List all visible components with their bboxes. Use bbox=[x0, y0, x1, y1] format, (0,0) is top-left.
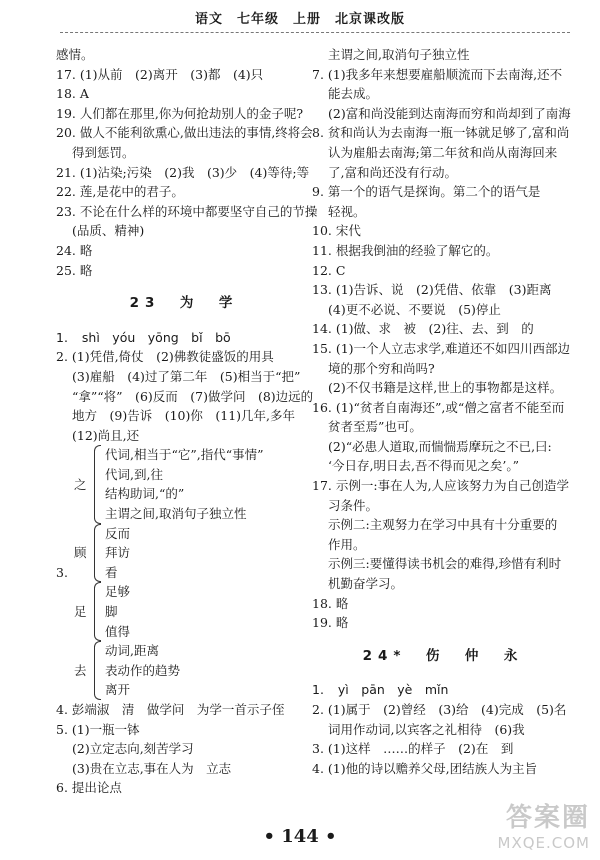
answer-line: 2. (1)属于 (2)曾经 (3)给 (4)完成 (5)名 bbox=[312, 702, 567, 717]
answers-block-4 bbox=[312, 45, 574, 633]
pinyin-line: 1. shì yóu yōng bǐ bō bbox=[56, 329, 231, 345]
answer-line: 地方 (9)告诉 (10)你 (11)几年,多年 bbox=[72, 408, 295, 424]
brace-label: 之 bbox=[74, 476, 87, 492]
brace-item: 足够 bbox=[105, 584, 131, 600]
brace-item: 结构助词,“的” bbox=[105, 486, 185, 502]
answer-line: (4)更不必说、不要说 (5)停止 bbox=[328, 301, 501, 317]
answer-line: (2)立定志向,刻苦学习 bbox=[72, 741, 194, 757]
brace-label: 去 bbox=[74, 662, 87, 678]
answer-line: 机勤奋学习。 bbox=[328, 576, 404, 592]
brace-item: 离开 bbox=[105, 682, 131, 698]
answer-line: 23. 不论在什么样的环境中都要坚守自己的节操 bbox=[56, 203, 318, 219]
brace bbox=[94, 582, 101, 641]
answer-line: 18. A bbox=[56, 86, 89, 102]
answer-line: 20. 做人不能利欲熏心,做出违法的事情,终将会 bbox=[56, 125, 313, 141]
answer-line: 能去成。 bbox=[328, 86, 379, 102]
answer-line: 6. 提出论点 bbox=[56, 780, 122, 796]
watermark-text: 答案圈 bbox=[505, 803, 590, 833]
answer-line: 17. (1)从前 (2)离开 (3)都 (4)只 bbox=[56, 66, 264, 82]
answer-line: 认为雇船去南海;第二年贫和尚从南海回来 bbox=[328, 144, 558, 160]
watermark-url: MXQE.COM bbox=[497, 834, 590, 852]
answer-line: 12. C bbox=[312, 262, 346, 278]
brace-item: 拜访 bbox=[105, 545, 131, 561]
answer-line: (品质、精神) bbox=[72, 223, 145, 239]
answer-line: 轻视。 bbox=[328, 203, 366, 219]
answer-line: 25. 略 bbox=[56, 262, 93, 278]
answers-block-2 bbox=[56, 328, 312, 446]
answer-line: 19. 人们都在那里,你为何抢劫别人的金子呢? bbox=[56, 105, 304, 121]
answer-line: “拿”“将” (6)反而 (7)做学问 (8)边远的 bbox=[72, 388, 314, 404]
answer-line: 14. (1)做、求 被 (2)往、去、到 的 bbox=[312, 321, 534, 337]
brace-group-zu bbox=[74, 582, 264, 641]
running-header: 语文 七年级 上册 北京课改版 bbox=[194, 12, 405, 27]
right-column bbox=[312, 45, 574, 778]
answer-line: (12)尚且,还 bbox=[72, 427, 140, 443]
brace-item: 值得 bbox=[105, 623, 131, 639]
watermark bbox=[498, 797, 591, 852]
brace-label: 足 bbox=[74, 604, 87, 620]
brace-group-gu bbox=[74, 524, 264, 583]
brace-item: 脚 bbox=[105, 604, 118, 620]
answer-line: 24. 略 bbox=[56, 242, 93, 258]
brace-item: 动词,距离 bbox=[105, 643, 159, 659]
answer-line: 2. (1)凭借,倚仗 (2)佛教徒盛饭的用具 bbox=[56, 349, 274, 365]
answer-line: 感情。 bbox=[56, 47, 94, 62]
answer-line: 7. (1)我多年来想要雇船顺流而下去南海,还不 bbox=[312, 66, 563, 82]
word-meaning-groups bbox=[56, 445, 312, 700]
answer-line: 习条件。 bbox=[328, 497, 379, 513]
answer-line: 境的那个穷和尚吗? bbox=[328, 360, 435, 376]
answer-line: 了,富和尚还没有行动。 bbox=[328, 164, 457, 180]
answer-line: 13. (1)告诉、说 (2)凭借、依靠 (3)距离 bbox=[312, 282, 552, 298]
answer-line: (2)富和尚没能到达南海而穷和尚却到了南海 bbox=[328, 105, 571, 121]
answer-line: 22. 莲,是花中的君子。 bbox=[56, 184, 184, 200]
answer-line: (2)不仅书籍是这样,世上的事物都是这样。 bbox=[328, 380, 563, 396]
answers-block-1 bbox=[56, 45, 318, 280]
answer-line: 9. 第一个的语气是探询。第二个的语气是 bbox=[312, 184, 541, 200]
section-title-24: 24* 伤 仲 永 bbox=[362, 647, 524, 664]
answers-block-3 bbox=[56, 700, 312, 798]
answer-line: 贫者至焉”也可。 bbox=[328, 419, 422, 435]
brace-item: 代词,相当于“它”,指代“事情” bbox=[105, 447, 264, 463]
answer-line: 16. (1)“贫者自南海还”,或“僧之富者不能至而 bbox=[312, 399, 565, 415]
brace bbox=[94, 641, 101, 700]
answer-line: 19. 略 bbox=[312, 615, 349, 631]
brace-item: 主谓之间,取消句子独立性 bbox=[105, 506, 247, 522]
page-number: • 144 • bbox=[263, 826, 337, 847]
answer-line: 11. 根据我倒油的经验了解它的。 bbox=[312, 242, 499, 258]
answer-line: 8. 贫和尚认为去南海一瓶一钵就足够了,富和尚 bbox=[312, 125, 570, 141]
answer-line: 示例二:主观努力在学习中具有十分重要的 bbox=[328, 517, 558, 533]
answer-line: ‘今日存,明日去,吾不得而见之矣’。” bbox=[328, 458, 520, 474]
brace-item: 看 bbox=[105, 564, 118, 580]
answer-line: 10. 宋代 bbox=[312, 223, 361, 239]
answers-block-5 bbox=[312, 680, 574, 778]
answer-line: 示例三:要懂得读书机会的难得,珍惜有利时 bbox=[328, 556, 562, 572]
answer-line: 15. (1)一个人立志求学,难道还不如四川西部边 bbox=[312, 340, 571, 356]
brace bbox=[94, 524, 101, 583]
section-title-23: 23 为 学 bbox=[129, 295, 239, 312]
answer-line: (3)贵在立志,事在人为 立志 bbox=[72, 760, 232, 776]
answer-line: 4. 彭端淑 清 做学问 为学一首示子侄 bbox=[56, 702, 285, 717]
left-column bbox=[56, 45, 318, 798]
header-rule bbox=[60, 32, 570, 33]
answer-line: 作用。 bbox=[328, 536, 366, 552]
brace-item: 代词,到,往 bbox=[105, 466, 163, 482]
brace bbox=[94, 445, 101, 523]
brace-group-qu bbox=[74, 641, 264, 700]
answer-line: 18. 略 bbox=[312, 595, 349, 611]
answer-line: (3)雇船 (4)过了第二年 (5)相当于“把” bbox=[72, 368, 301, 384]
answer-line: 得到惩罚。 bbox=[72, 144, 135, 160]
answer-line: 词用作动词,以宾客之礼相待 (6)我 bbox=[328, 721, 525, 737]
answer-line: 5. (1)一瓶一钵 bbox=[56, 721, 140, 737]
brace-group-zhi bbox=[74, 445, 264, 523]
answer-line: 4. (1)他的诗以赡养父母,团结族人为主旨 bbox=[312, 760, 538, 776]
pinyin-line: 1. yì pān yè mǐn bbox=[312, 682, 449, 698]
brace-label: 顾 bbox=[74, 545, 87, 561]
question-number: 3. bbox=[56, 564, 68, 580]
answer-line: 17. 示例一:事在人为,人应该努力为自己创造学 bbox=[312, 478, 570, 494]
answer-line: 21. (1)沾染;污染 (2)我 (3)少 (4)等待;等 bbox=[56, 164, 310, 180]
answer-line: (2)“必患人道取,而惴惴焉摩玩之不已,曰: bbox=[328, 438, 552, 454]
brace-item: 表动作的趋势 bbox=[105, 662, 181, 678]
answer-line: 主谓之间,取消句子独立性 bbox=[328, 47, 470, 62]
brace-item: 反而 bbox=[105, 525, 131, 541]
answer-line: 3. (1)这样 ……的样子 (2)在 到 bbox=[312, 741, 514, 757]
